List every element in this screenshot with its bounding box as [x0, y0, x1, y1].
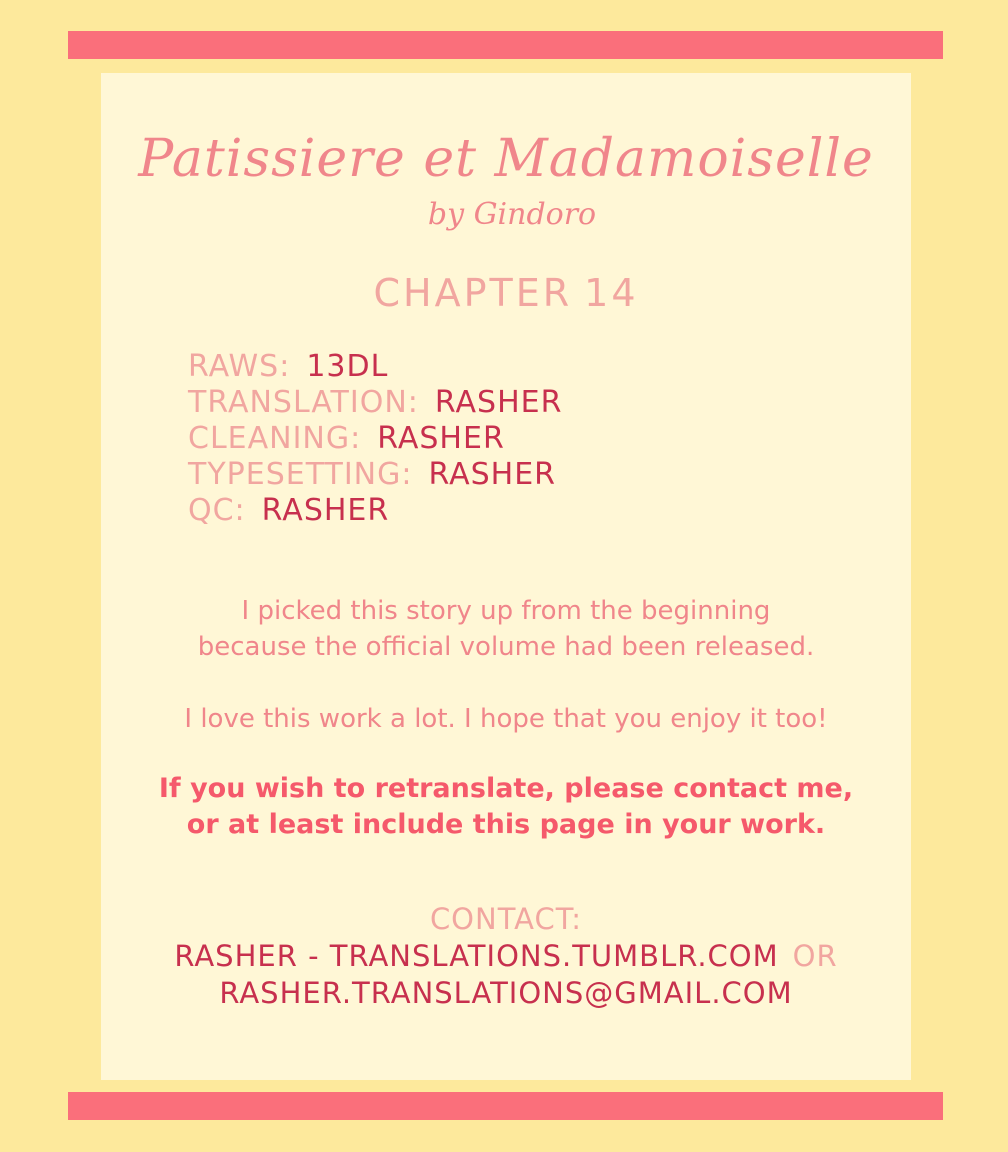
credit-row-translation: [188, 385, 562, 421]
contact-block: [101, 901, 911, 1012]
notice-line: or at least include this page in your work.: [186, 809, 826, 840]
credit-row-cleaning: [188, 421, 562, 457]
notice-line: If you wish to retranslate, please contact me,: [158, 773, 854, 804]
credit-label: RAWS:: [188, 349, 291, 384]
contact-label: CONTACT:: [429, 902, 583, 936]
credit-label: TYPESETTING:: [188, 457, 413, 492]
credit-value: RASHER: [434, 385, 563, 420]
translator-notes: [101, 593, 911, 737]
note-line: because the official volume had been released.: [197, 632, 815, 662]
credit-value: RASHER: [428, 457, 557, 492]
chapter-heading: [101, 271, 911, 315]
credit-value: 13DL: [306, 349, 389, 384]
contact-or: OR: [792, 939, 838, 973]
credit-row-raws: [188, 349, 562, 385]
author-byline: by Gindoro: [427, 197, 597, 232]
credit-label: TRANSLATION:: [188, 385, 419, 420]
email-link[interactable]: RASHER.TRANSLATIONS@GMAIL.COM: [219, 976, 793, 1010]
series-title: Patissiere et Madamoiselle: [138, 129, 874, 189]
contact-tumblr-line: [101, 938, 911, 975]
note-spacer: [101, 665, 911, 701]
tumblr-link[interactable]: RASHER - TRANSLATIONS.TUMBLR.COM: [174, 939, 779, 973]
top-stripe: [68, 31, 943, 59]
retranslation-notice: [101, 771, 911, 843]
credit-label: CLEANING:: [188, 421, 362, 456]
credits-card: [101, 73, 911, 1080]
note-line: I love this work a lot. I hope that you enjoy it too!: [184, 704, 828, 734]
chapter-label: CHAPTER: [373, 271, 573, 315]
credits-list: [188, 349, 562, 529]
chapter-number: 14: [584, 271, 639, 315]
credit-value: RASHER: [377, 421, 505, 456]
credit-value: RASHER: [261, 493, 390, 528]
bottom-stripe: [68, 1092, 943, 1120]
note-line: I picked this story up from the beginning: [241, 596, 771, 626]
credit-label: QC:: [188, 493, 246, 528]
credit-row-qc: [188, 493, 562, 529]
credit-row-typesetting: [188, 457, 562, 493]
